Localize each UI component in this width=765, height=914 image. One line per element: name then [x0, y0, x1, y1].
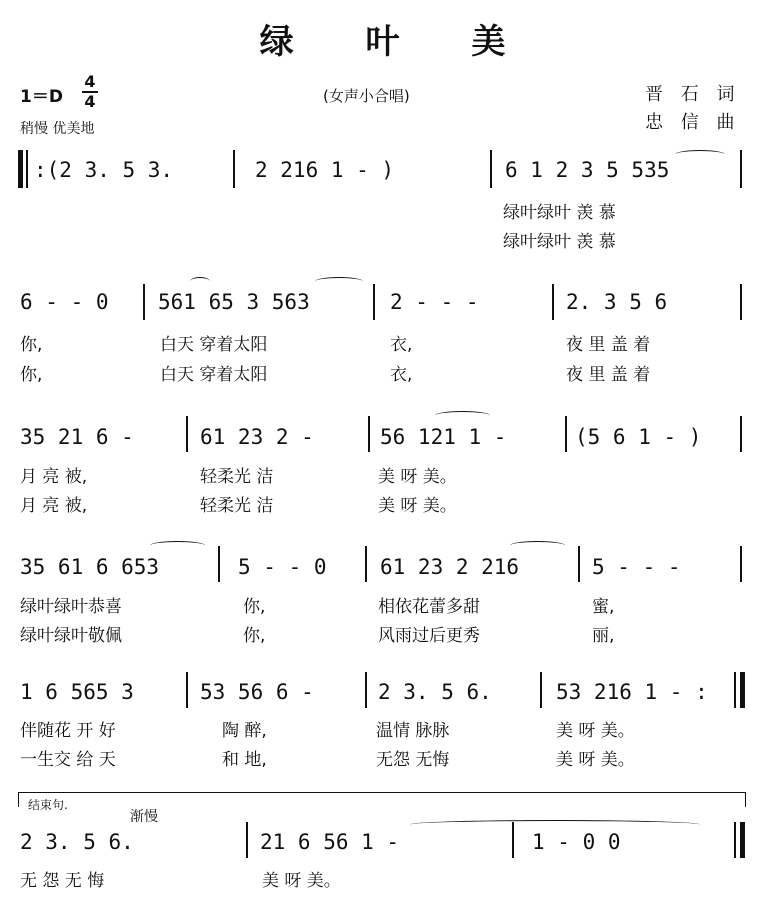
measure: 21 6 56 1 - — [260, 830, 400, 854]
lyricist-credit: 晋 石 词 — [645, 84, 741, 105]
lyric-verse-1: 绿叶绿叶 羡 慕 — [503, 203, 616, 223]
barline — [552, 284, 554, 320]
key-signature: 1＝D — [20, 87, 63, 107]
barline — [365, 672, 367, 708]
measure: 2 - - - — [390, 290, 479, 314]
measure: 35 21 6 - — [20, 425, 134, 449]
slur — [190, 277, 210, 286]
measure: 1 - 0 0 — [532, 830, 621, 854]
slur — [150, 541, 205, 550]
lyric-verse-2: 和 地, — [222, 750, 267, 770]
barline — [26, 150, 28, 188]
lyric-verse-2: 轻柔光 洁 — [200, 496, 274, 516]
lyric-verse-2: 绿叶绿叶 羡 慕 — [503, 232, 616, 252]
repeat-end-thin — [734, 672, 736, 708]
measure: 6 - - 0 — [20, 290, 109, 314]
tempo-marking: 稍慢 优美地 — [20, 121, 95, 137]
lyric-verse-2: 你, — [20, 365, 43, 385]
measure: :(2 3. 5 3. — [34, 158, 174, 182]
lyric-verse-1: 陶 醉, — [222, 721, 267, 741]
tie — [410, 820, 700, 829]
lyric-verse-1: 伴随花 开 好 — [20, 721, 116, 741]
performance-note: (女声小合唱) — [323, 87, 410, 105]
lyric-verse-1: 你, — [243, 597, 266, 617]
lyric-verse-2: 夜 里 盖 着 — [566, 365, 651, 385]
lyric-verse-1: 衣, — [390, 335, 413, 355]
song-title: 绿 叶 美 — [259, 22, 536, 62]
barline — [218, 546, 220, 582]
lyric-verse-1: 夜 里 盖 着 — [566, 335, 651, 355]
measure: (5 6 1 - ) — [575, 425, 702, 449]
lyric-verse-1: 相依花蕾多甜 — [378, 597, 480, 617]
repeat-end-thick — [740, 672, 745, 708]
barline — [186, 672, 188, 708]
measure: 2 3. 5 6. — [20, 830, 134, 854]
measure: 56 121 1 - — [380, 425, 507, 449]
measure: 2. 3 5 6 — [566, 290, 668, 314]
ending-label: 结束句. — [28, 798, 68, 812]
lyric-verse-2: 美 呀 美。 — [378, 496, 457, 516]
barline — [186, 416, 188, 452]
barline — [233, 150, 235, 188]
barline — [368, 416, 370, 452]
slur — [435, 411, 490, 420]
time-signature — [80, 73, 100, 111]
ritardando-marking: 渐慢 — [130, 809, 158, 825]
slur — [510, 541, 565, 550]
lyric-verse-2: 一生交 给 天 — [20, 750, 116, 770]
meter-bottom: 4 — [84, 92, 96, 111]
slur — [315, 277, 363, 286]
measure: 61 23 2 216 — [380, 555, 520, 579]
measure: 53 56 6 - — [200, 680, 314, 704]
lyric-verse-2: 月 亮 被, — [20, 496, 88, 516]
composer-credit: 忠 信 曲 — [645, 112, 741, 133]
barline — [365, 546, 367, 582]
measure: 6 1 2 3 5 535 — [505, 158, 670, 182]
lyric-verse-1: 美 呀 美。 — [262, 871, 341, 891]
lyric-verse-1: 蜜, — [592, 597, 615, 617]
lyric-verse-2: 白天 穿着太阳 — [160, 365, 268, 385]
barline — [143, 284, 145, 320]
barline — [565, 416, 567, 452]
barline — [490, 150, 492, 188]
measure: 5 - - - — [592, 555, 681, 579]
measure: 561 65 3 563 — [158, 290, 310, 314]
barline — [540, 672, 542, 708]
measure: 2 3. 5 6. — [378, 680, 492, 704]
lyric-verse-1: 温情 脉脉 — [376, 721, 450, 741]
barline — [578, 546, 580, 582]
lyric-verse-1: 绿叶绿叶恭喜 — [20, 597, 122, 617]
measure: 5 - - 0 — [238, 555, 327, 579]
lyric-verse-2: 绿叶绿叶敬佩 — [20, 626, 122, 646]
barline — [740, 150, 742, 188]
lyric-verse-1: 月 亮 被, — [20, 467, 88, 487]
barline — [246, 822, 248, 858]
measure: 35 61 6 653 — [20, 555, 160, 579]
lyric-verse-1: 你, — [20, 335, 43, 355]
lyric-verse-2: 风雨过后更秀 — [378, 626, 480, 646]
barline — [373, 284, 375, 320]
lyric-verse-1: 轻柔光 洁 — [200, 467, 274, 487]
final-bar-thin — [734, 822, 736, 858]
lyric-verse-2: 你, — [243, 626, 266, 646]
lyric-verse-2: 丽, — [592, 626, 615, 646]
repeat-start-thick — [18, 150, 23, 188]
measure: 1 6 565 3 — [20, 680, 134, 704]
lyric-verse-1: 白天 穿着太阳 — [160, 335, 268, 355]
measure: 61 23 2 - — [200, 425, 314, 449]
ending-bracket — [18, 792, 746, 807]
barline — [740, 284, 742, 320]
lyric-verse-2: 无怨 无悔 — [376, 750, 450, 770]
lyric-verse-2: 美 呀 美。 — [556, 750, 635, 770]
measure: 2 216 1 - ) — [255, 158, 395, 182]
barline — [740, 416, 742, 452]
meter-top: 4 — [84, 72, 96, 91]
lyric-verse-1: 美 呀 美。 — [378, 467, 457, 487]
measure: 53 216 1 - : — [556, 680, 708, 704]
slur — [675, 150, 725, 159]
lyric-verse-1: 美 呀 美。 — [556, 721, 635, 741]
lyric-verse-1: 无 怨 无 悔 — [20, 871, 105, 891]
lyric-verse-2: 衣, — [390, 365, 413, 385]
final-bar-thick — [740, 822, 745, 858]
barline — [740, 546, 742, 582]
